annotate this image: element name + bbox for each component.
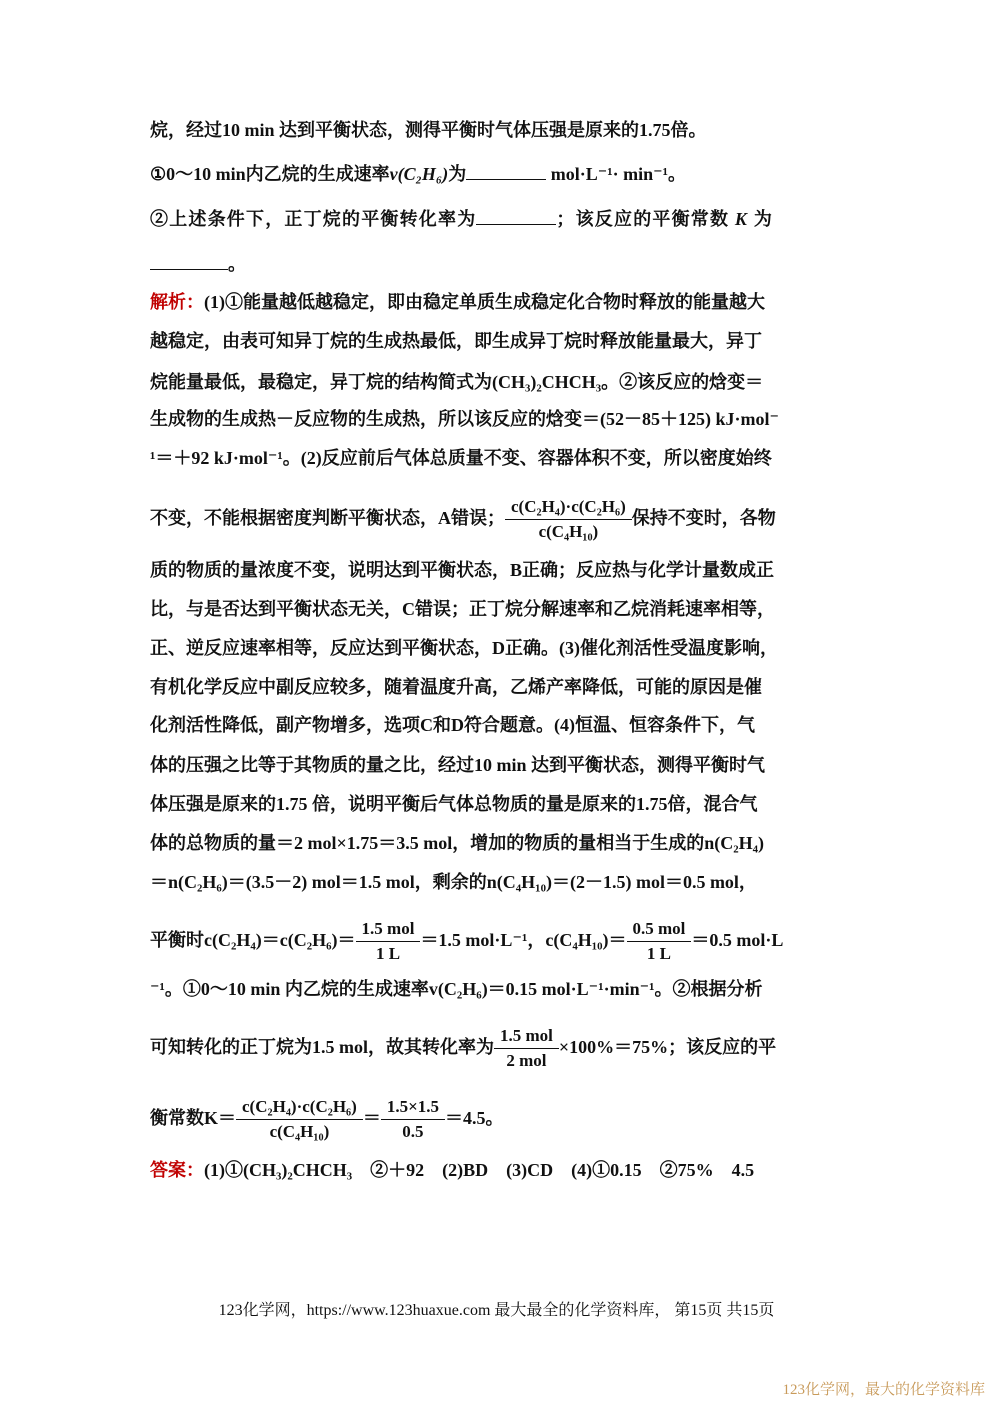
answer-text: (1)①(CH₃)₂CHCH₃ ②＋92 (2)BD (3)CD (4)①0.15 ②75% 4.5: [204, 1160, 755, 1180]
analysis-line-4: 生成物的生成热－反应物的生成热，所以该反应的焓变＝(52－85＋125) kJ·mol⁻: [150, 409, 779, 429]
fraction-k-value-numerator: 1.5×1.5: [381, 1095, 445, 1120]
text-line-3: [150, 205, 773, 233]
analysis-text-6b: 保持不变时，各物: [631, 508, 776, 528]
analysis-line-16: [150, 910, 783, 970]
analysis-line-14: 体的总物质的量＝2 mol×1.75＝3.5 mol，增加的物质的量相当于生成的n(C₂H₄): [150, 833, 765, 853]
answer-blank-conversion[interactable]: [476, 208, 556, 225]
analysis-line-19: [150, 1088, 504, 1148]
analysis-text-18b: ×100%＝75%；该反应的平: [558, 1037, 777, 1057]
answer-blank-k[interactable]: [150, 253, 228, 270]
fraction-conversion-denominator: 2 mol: [506, 1051, 547, 1071]
text-line-1: 烷，经过10 min 达到平衡状态，测得平衡时气体压强是原来的1.75倍。: [150, 120, 707, 140]
watermark: 123化学网，最大的化学资料库: [782, 1382, 985, 1398]
k-symbol: K: [734, 209, 749, 229]
analysis-line-17: ⁻¹。①0～10 min 内乙烷的生成速率v(C₂H₆)＝0.15 mol·L⁻¹·min⁻¹。②根据分析: [150, 979, 763, 999]
analysis-line-12: 体的压强之比等于其物质的量之比，经过10 min 达到平衡状态，测得平衡时气: [150, 755, 766, 775]
analysis-line-7: 质的物质的量浓度不变，说明达到平衡状态，B正确；反应热与化学计量数成正: [150, 560, 775, 580]
analysis-line-15: ＝n(C₂H₆)＝(3.5－2) mol＝1.5 mol，剩余的n(C₄H₁₀)＝(2－1.5) mol＝0.5 mol，: [150, 872, 757, 892]
fraction-ratio-numerator: c(C₂H₄)·c(C₂H₆): [505, 495, 632, 520]
fraction-k-numerator: c(C₂H₄)·c(C₂H₆): [236, 1095, 363, 1120]
analysis-text-16b: ＝1.5 mol·L⁻¹，c(C₄H₁₀)＝: [420, 930, 627, 950]
page-footer: 123化学网，https://www.123huaxue.com 最大最全的化学资料库， 第15页 共15页: [218, 1302, 775, 1319]
answer-blank-rate[interactable]: [466, 163, 546, 180]
fraction-k-denominator: c(C₄H₁₀): [269, 1122, 330, 1142]
line-3-mid: ；该反应的平衡常数: [556, 209, 730, 229]
line-3-prefix: ②上述条件下，正丁烷的平衡转化率为: [150, 209, 477, 229]
analysis-line-10: 有机化学反应中副反应较多，随着温度升高，乙烯产率降低，可能的原因是催: [150, 677, 762, 697]
analysis-line-9: 正、逆反应速率相等，反应达到平衡状态，D正确。(3)催化剂活性受温度影响，: [150, 638, 778, 658]
analysis-line-8: 比，与是否达到平衡状态无关，C错误；正丁烷分解速率和乙烷消耗速率相等，: [150, 599, 775, 619]
analysis-line-1: [150, 288, 765, 316]
line-3-suffix: 为: [753, 209, 774, 229]
line-2-mid: 为: [448, 164, 467, 184]
fraction-c2h4-denominator: 1 L: [375, 944, 401, 964]
fraction-k-value: [381, 1095, 445, 1144]
fraction-conversion-numerator: 1.5 mol: [494, 1024, 559, 1049]
fraction-ratio: [505, 495, 632, 544]
answer-line: [150, 1156, 754, 1184]
fraction-c2h4-numerator: 1.5 mol: [356, 917, 421, 942]
fraction-conversion: [494, 1024, 559, 1073]
line-2-prefix: ①0～10 min内乙烷的生成速率: [150, 164, 390, 184]
analysis-line-5: ¹＝＋92 kJ·mol⁻¹。(2)反应前后气体总质量不变、容器体积不变，所以密度始终: [150, 448, 772, 468]
text-line-2: [150, 160, 686, 188]
analysis-line-3: 烷能量最低，最稳定，异丁烷的结构简式为(CH₃)₂CHCH₃。②该反应的焓变＝: [150, 372, 764, 392]
fraction-k-value-denominator: 0.5: [402, 1122, 424, 1142]
analysis-line-6: [150, 488, 776, 548]
analysis-text-6a: 不变，不能根据密度判断平衡状态，A错误；: [150, 508, 505, 528]
fraction-ratio-denominator: c(C₄H₁₀): [538, 522, 599, 542]
analysis-text-16a: 平衡时c(C₂H₄)＝c(C₂H₆)＝: [150, 930, 356, 950]
analysis-line-2: 越稳定，由表可知异丁烷的生成热最低，即生成异丁烷时释放能量最大，异丁: [150, 331, 762, 351]
analysis-text-19a: 衡常数K＝: [150, 1108, 237, 1128]
fraction-c2h4-conc: [356, 917, 421, 966]
analysis-line-13: 体压强是原来的1.75 倍，说明平衡后气体总物质的量是原来的1.75倍，混合气: [150, 794, 758, 814]
analysis-text-19b: ＝: [362, 1108, 381, 1128]
answer-label: 答案：: [150, 1160, 204, 1180]
fraction-k-expression: [236, 1095, 363, 1144]
rate-symbol: v(C₂H₆): [389, 164, 449, 184]
fraction-c4h10-denominator: 1 L: [646, 944, 671, 964]
line-2-unit: mol·L⁻¹· min⁻¹。: [550, 164, 687, 184]
text-line-4: [150, 250, 246, 278]
analysis-label: 解析：: [150, 292, 204, 312]
fraction-c4h10-numerator: 0.5 mol: [627, 917, 692, 942]
analysis-text-19c: ＝4.5。: [445, 1108, 504, 1128]
analysis-text-18a: 可知转化的正丁烷为1.5 mol，故其转化率为: [150, 1037, 494, 1057]
line-4-end: 。: [228, 254, 246, 274]
fraction-c4h10-conc: [627, 917, 692, 966]
analysis-line-18: [150, 1017, 776, 1077]
analysis-text-1: (1)①能量越低越稳定，即由稳定单质生成稳定化合物时释放的能量越大: [204, 292, 765, 312]
analysis-text-16c: ＝0.5 mol·L: [691, 930, 784, 950]
analysis-line-11: 化剂活性降低，副产物增多，选项C和D符合题意。(4)恒温、恒容条件下，气: [150, 715, 755, 735]
